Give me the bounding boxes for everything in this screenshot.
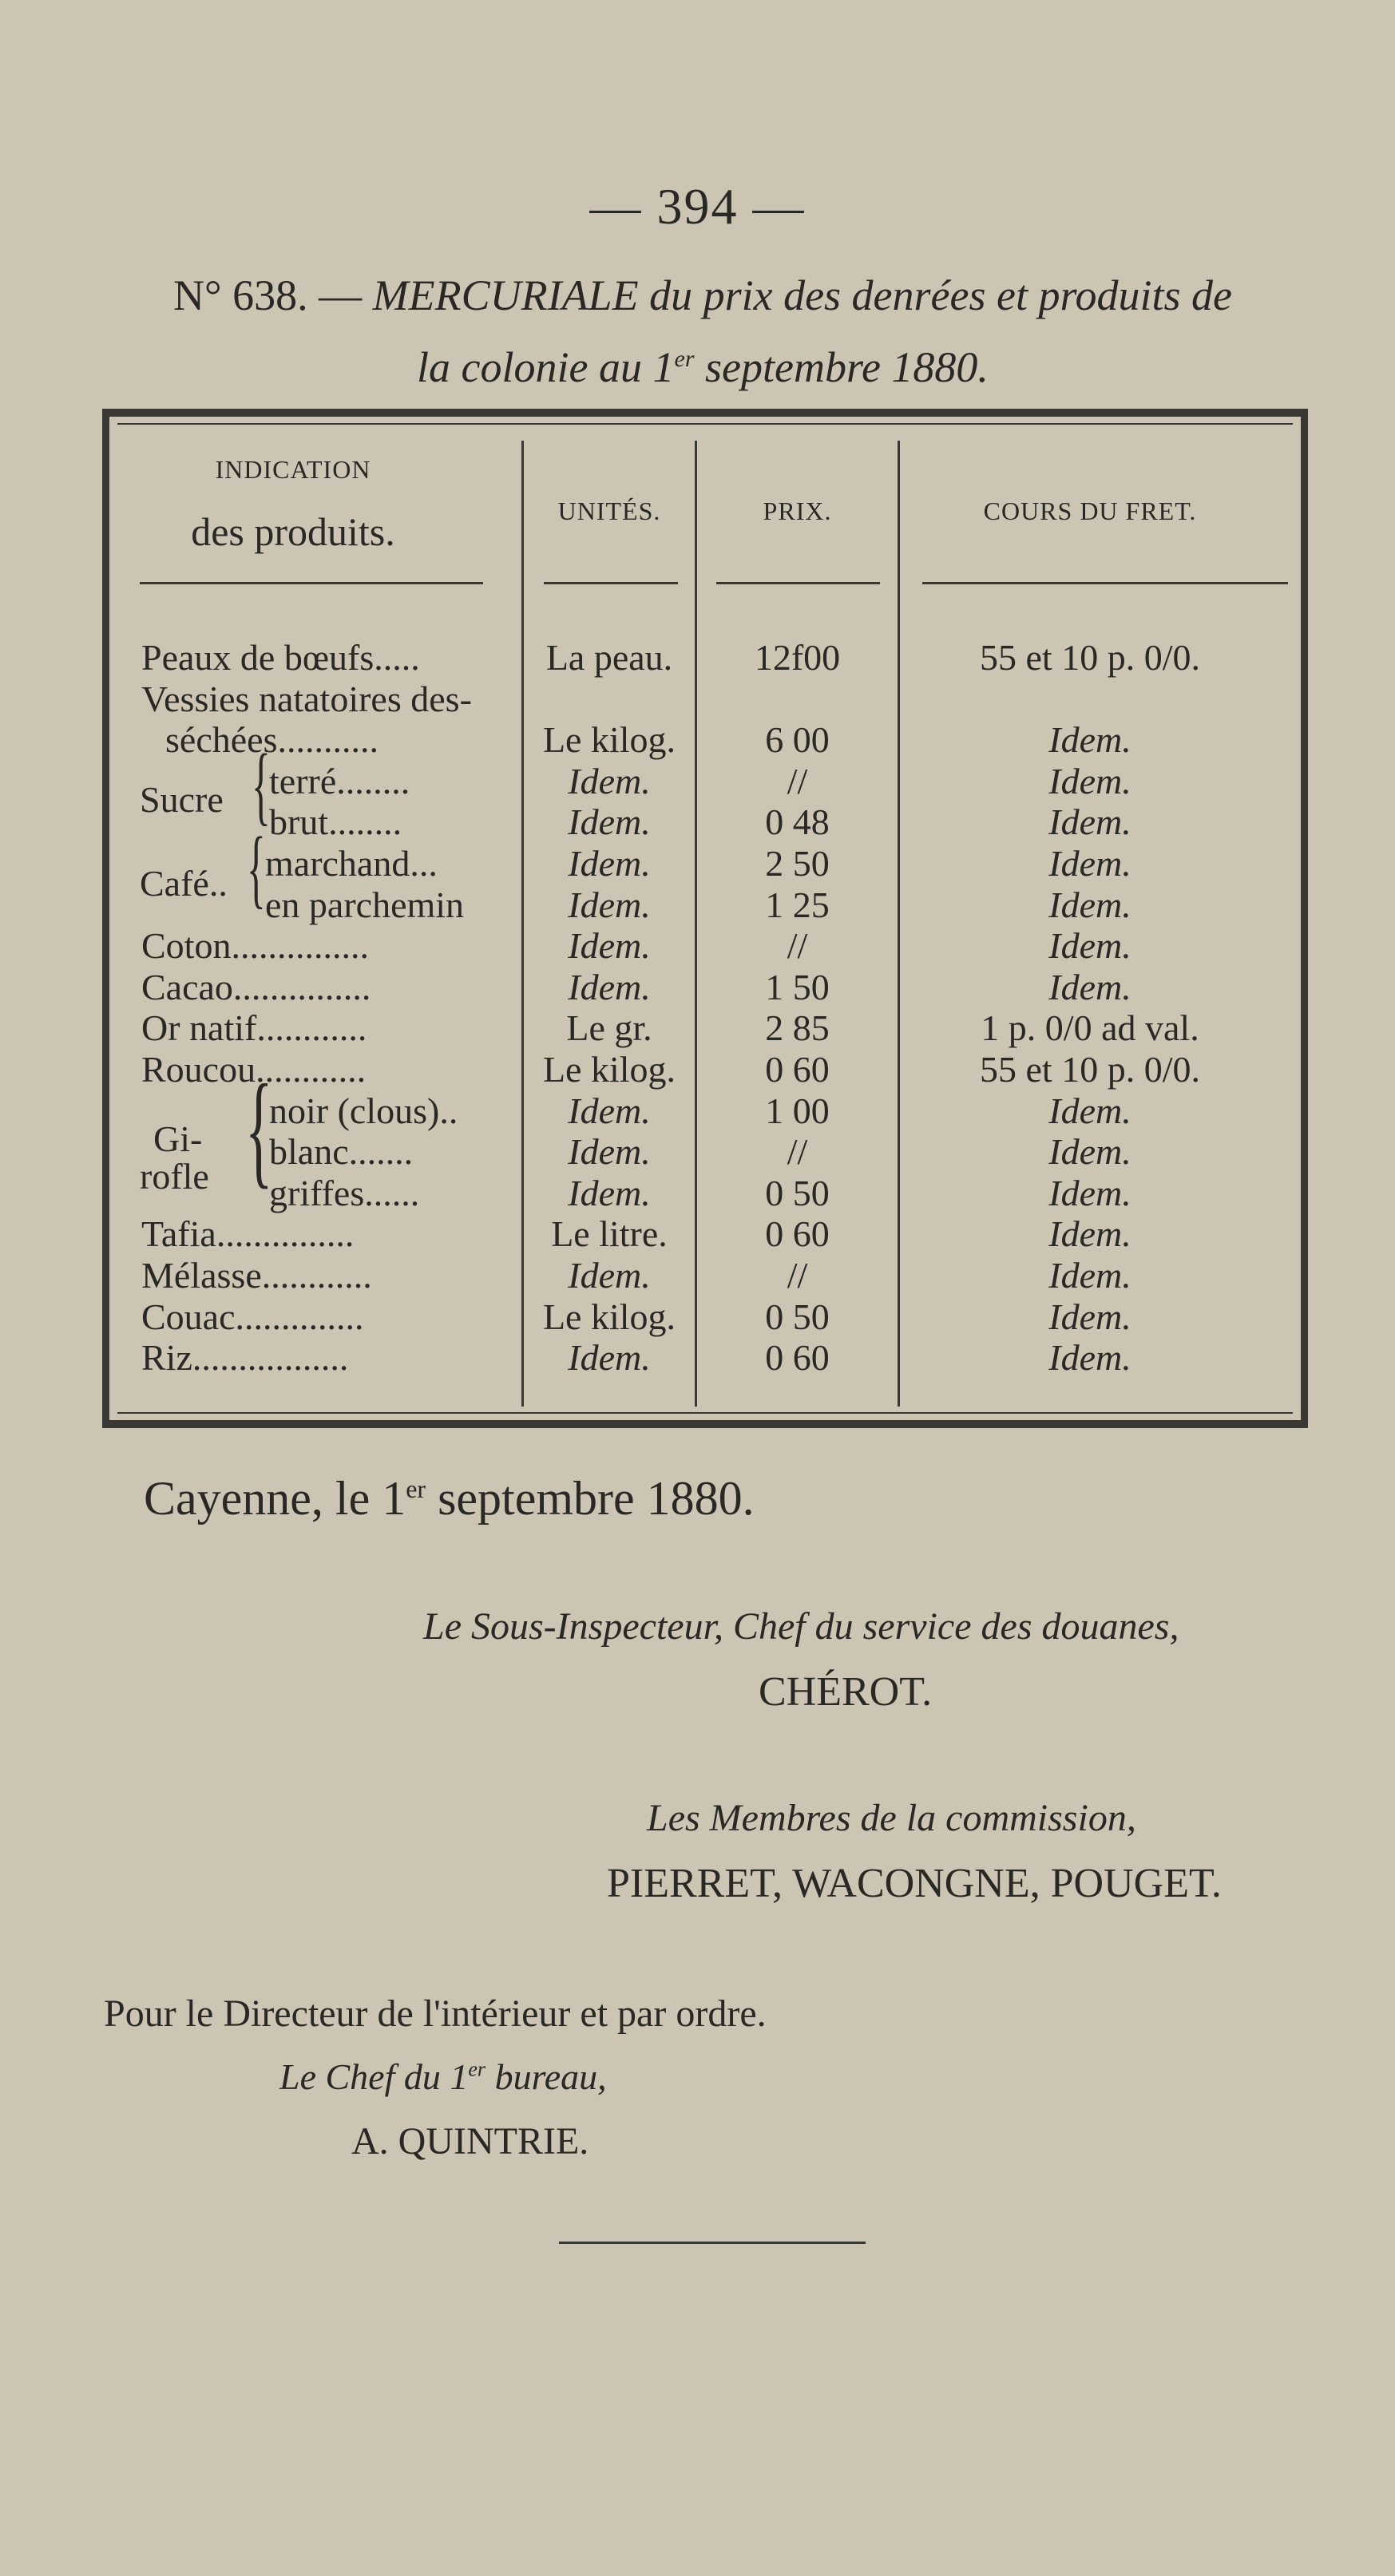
unit-value: Idem. [568,966,651,1007]
table-row [109,1213,1315,1254]
heading-line2-a: la colonie au 1 [417,343,675,391]
table-row [109,801,1315,842]
unit-value: Idem. [568,1131,651,1173]
brace-cafe: { [247,819,266,916]
table-row [109,678,1315,719]
fret-value: Idem. [1048,884,1131,925]
price-value: // [787,760,808,801]
product-name: marchand... [265,843,438,884]
product-name: noir (clous).. [269,1090,458,1131]
heading-line2-b: septembre 1880. [694,343,989,391]
unit-value: La peau. [545,637,673,678]
table-row [109,1296,1315,1337]
product-name: Couac.............. [141,1296,364,1337]
group-label-girofle-1: Gi- [153,1118,203,1159]
heading-title: MERCURIALE du prix des denrées et produits de [372,271,1232,319]
fret-value: Idem. [1048,1090,1131,1131]
table-row [109,1336,1315,1378]
table-row [109,1007,1315,1048]
price-value: 0 60 [765,1049,830,1090]
fret-value: Idem. [1048,1296,1131,1337]
price-value: 2 85 [765,1007,830,1049]
product-name: Riz................. [141,1337,349,1379]
table-row [109,1172,1315,1213]
fret-value: Idem. [1048,760,1131,801]
header-unites: UNITÉS. [557,497,661,525]
table-row [109,1090,1315,1131]
product-name: terré........ [269,760,410,801]
fret-value: Idem. [1048,1172,1131,1213]
table-row [109,884,1315,925]
group-label-girofle-2: rofle [140,1156,209,1197]
price-value: 0 60 [765,1213,830,1255]
heading-line-1 [64,263,1341,327]
price-value: 2 50 [765,843,830,884]
header-rule-3 [716,582,880,584]
place-date-a: Cayenne, le 1 [144,1472,406,1525]
brace-girofle: { [245,1058,273,1200]
product-name: Tafia............... [141,1213,355,1255]
header-indication-bottom: des produits. [191,509,395,554]
table-row [109,1254,1315,1296]
fret-value: Idem. [1048,1131,1131,1173]
commission-names: PIERRET, WACONGNE, POUGET. [607,1861,1222,1906]
price-value: 0 60 [765,1337,830,1379]
fret-value: Idem. [1048,719,1131,761]
bureau-title [279,2056,607,2098]
product-name: Roucou............ [141,1049,367,1090]
header-rule-1 [140,582,483,584]
price-value: 0 50 [765,1296,830,1337]
place-date [144,1471,755,1526]
page-number: — 394 — [589,178,806,235]
director-line: Pour le Directeur de l'intérieur et par ordre. [104,1992,767,2035]
header-rule-4 [922,582,1288,584]
product-name: Mélasse............ [141,1255,372,1296]
bureau-sup: er [468,2057,486,2081]
fret-value: Idem. [1048,966,1131,1007]
product-name: Coton............... [141,925,369,967]
fret-value: Idem. [1048,801,1131,843]
product-name: Peaux de bœufs..... [141,637,420,678]
fret-value: 55 et 10 p. 0/0. [980,1049,1200,1090]
unit-value: Idem. [568,1172,651,1213]
price-value: 6 00 [765,719,830,761]
unit-value: Idem. [568,884,651,925]
commission-title: Les Membres de la commission, [647,1797,1136,1839]
bureau-b: bureau, [485,2056,607,2097]
table-row [109,1130,1315,1172]
table-row [109,842,1315,884]
table-row [109,1048,1315,1090]
product-name: griffes...... [269,1172,420,1213]
price-value: 0 48 [765,801,830,843]
price-value: 0 50 [765,1172,830,1213]
header-prix: PRIX. [763,497,832,525]
place-date-sup: er [406,1474,426,1503]
table-row [109,924,1315,966]
fret-value: Idem. [1048,1337,1131,1379]
product-name: en parchemin [265,884,465,925]
price-value: // [787,1131,808,1173]
header-indication-top: INDICATION [215,455,371,484]
unit-value: Idem. [568,925,651,967]
group-label-cafe: Café.. [140,863,228,904]
group-label-sucre: Sucre [140,779,224,820]
bureau-a: Le Chef du 1 [279,2056,469,2097]
table-row [109,760,1315,801]
product-name: séchées........... [165,719,378,761]
fret-value: Idem. [1048,1255,1131,1296]
fret-value: Idem. [1048,843,1131,884]
table-row [109,718,1315,760]
price-value: 1 25 [765,884,830,925]
closing-rule [559,2242,866,2244]
unit-value: Idem. [568,801,651,843]
product-name: Cacao............... [141,966,371,1007]
inspector-title: Le Sous-Inspecteur, Chef du service des douanes, [423,1605,1179,1648]
document-heading [64,263,1341,399]
price-value: 1 50 [765,966,830,1007]
price-table [102,409,1308,1428]
fret-value: 55 et 10 p. 0/0. [980,637,1200,678]
unit-value: Idem. [568,760,651,801]
product-name: Vessies natatoires des- [141,678,472,719]
inspector-name: CHÉROT. [759,1669,933,1715]
heading-line2-sup: er [674,346,695,372]
table-row [109,966,1315,1007]
price-value: // [787,925,808,967]
unit-value: Le kilog. [542,1296,676,1337]
heading-line-2 [64,327,1341,399]
header-fret: COURS DU FRET. [983,497,1197,525]
price-value: // [787,1255,808,1296]
unit-value: Le kilog. [542,1049,676,1090]
table-row [109,636,1315,678]
price-value: 1 00 [765,1090,830,1131]
unit-value: Idem. [568,1337,651,1379]
bureau-name: A. QUINTRIE. [351,2120,589,2162]
product-name: brut........ [269,801,402,843]
fret-value: Idem. [1048,1213,1131,1255]
price-value: 12f00 [754,637,841,678]
unit-value: Idem. [568,1090,651,1131]
header-rule-2 [544,582,678,584]
fret-value: Idem. [1048,925,1131,967]
brace-sucre: { [252,736,271,833]
heading-prefix: N° 638. — [173,271,373,319]
product-name: blanc....... [269,1131,414,1173]
product-name: Or natif............ [141,1007,367,1049]
unit-value: Idem. [568,1255,651,1296]
unit-value: Le kilog. [542,719,676,761]
place-date-b: septembre 1880. [426,1472,755,1525]
fret-value: 1 p. 0/0 ad val. [981,1007,1199,1049]
unit-value: Idem. [568,843,651,884]
unit-value: Le gr. [566,1007,652,1049]
unit-value: Le litre. [551,1213,668,1255]
